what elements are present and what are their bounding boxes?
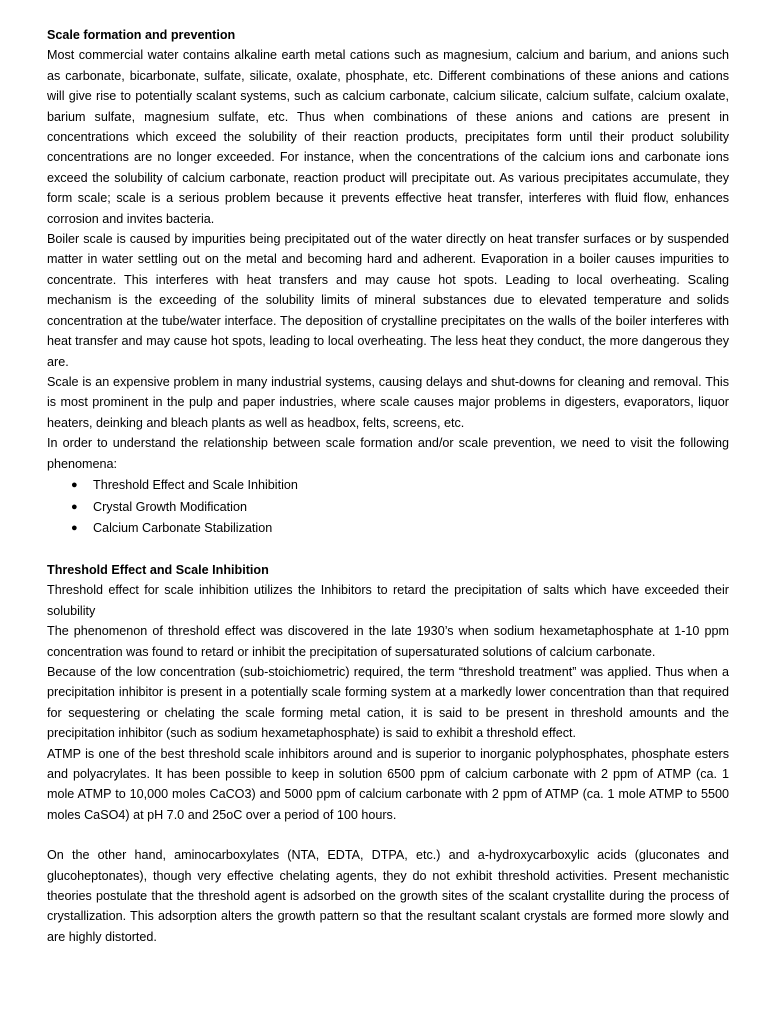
list-item-label: Crystal Growth Modification bbox=[93, 499, 247, 514]
document-page bbox=[47, 25, 729, 947]
paragraph: ATMP is one of the best threshold scale inhibitors around and is superior to inorganic polyphosphates, phosphate esters and polyacrylates. It has been possible to keep in solution 6500 ppm of calcium carbonate with 2 ppm of ATMP (ca. 1 mole ATMP to 10,000 moles CaCO3) and 5000 ppm of calcium carbonate with 2 ppm of ATMP (ca. 1 mole ATMP to 5500 moles CaSO4) at pH 7.0 and 25oC over a period of 100 hours. bbox=[47, 746, 729, 822]
paragraph: Because of the low concentration (sub-stoichiometric) required, the term “threshold treatment” was applied. Thus when a precipitation inhibitor is present in a potentially scale forming system at a markedly lower concentration than that required for sequestering or chelating the scale forming metal cation, it is said to be present in threshold amounts and the precipitation inhibitor (such as sodium hexametaphosphate) is said to exhibit a threshold effect. bbox=[47, 664, 729, 741]
list-item bbox=[47, 518, 729, 538]
section-heading-scale-formation: Scale formation and prevention bbox=[47, 28, 236, 42]
paragraph: On the other hand, aminocarboxylates (NTA, EDTA, DTPA, etc.) and a-hydroxycarboxylic acids (gluconates and glucoheptonates), though very effective chelating agents, they do not exhibit threshold activities. Present mechanistic theories postulate that the threshold agent is adsorbed on the growth sites of the scalant crystallite during the process of crystallization. This adsorption alters the growth pattern so that the resultant scalant crystals are formed more slowly and are highly distorted. bbox=[47, 848, 729, 944]
list-item bbox=[47, 497, 729, 517]
bullet-icon: ● bbox=[71, 500, 78, 513]
list-item-label: Threshold Effect and Scale Inhibition bbox=[93, 478, 298, 493]
section-heading-threshold-effect: Threshold Effect and Scale Inhibition bbox=[47, 562, 269, 577]
list-item bbox=[47, 475, 729, 495]
paragraph: Scale is an expensive problem in many industrial systems, causing delays and shut-downs for cleaning and removal. This is most prominent in the pulp and paper industries, where scale causes major problems in digesters, evaporators, liquor heaters, deinking and bleach plants as well as headbox, felts, screens, etc. bbox=[47, 374, 729, 430]
paragraph: Boiler scale is caused by impurities being precipitated out of the water directly on heat transfer surfaces or by suspended matter in water settling out on the metal and becoming hard and adherent. Evaporation in a boiler causes impurities to concentrate. This interferes with heat transfers and may cause hot spots. Leading to local overheating. Scaling mechanism is the exceeding of the solubility limits of mineral substances due to elevated temperature and solids concentration at the tube/water interface. The deposition of crystalline precipitates on the walls of the boiler interferes with heat transfer and may cause hot spots, leading to local overheating. The less heat they conduct, the more dangerous they are. bbox=[47, 232, 729, 369]
paragraph: Threshold effect for scale inhibition utilizes the Inhibitors to retard the precipitation of salts which have exceeded their solubility bbox=[47, 583, 729, 618]
phenomena-list bbox=[47, 475, 729, 539]
paragraph: In order to understand the relationship between scale formation and/or scale prevention, we need to visit the following phenomena: bbox=[47, 436, 729, 471]
list-item-label: Calcium Carbonate Stabilization bbox=[93, 521, 273, 536]
paragraph: Most commercial water contains alkaline earth metal cations such as magnesium, calcium and barium, and anions such as carbonate, bicarbonate, sulfate, silicate, oxalate, phosphate, etc. Different combinations of these anions and cations will give rise to potentially scalant systems, such as calcium carbonate, calcium silicate, calcium sulfate, calcium oxalate, barium sulfate, magnesium sulfate, etc. Thus when combinations of these anions and cations are present in concentrations which exceed the solubility of their reaction products, precipitates form until their product solubility concentrations are no longer exceeded. For instance, when the concentrations of the calcium ions and carbonate ions exceed the solubility of calcium carbonate, reaction product will precipitate out. As various precipitates accumulate, they form scale; scale is a serious problem because it prevents effective heat transfer, interferes with fluid flow, enhances corrosion and invites bacteria. bbox=[47, 48, 729, 226]
bullet-icon: ● bbox=[71, 522, 78, 535]
bullet-icon: ● bbox=[71, 479, 78, 492]
paragraph: The phenomenon of threshold effect was discovered in the late 1930’s when sodium hexametaphosphate at 1-10 ppm concentration was found to retard or inhibit the precipitation of supersaturated solutions of calcium carbonate. bbox=[47, 624, 729, 659]
spacer bbox=[47, 540, 729, 560]
spacer bbox=[47, 825, 729, 845]
